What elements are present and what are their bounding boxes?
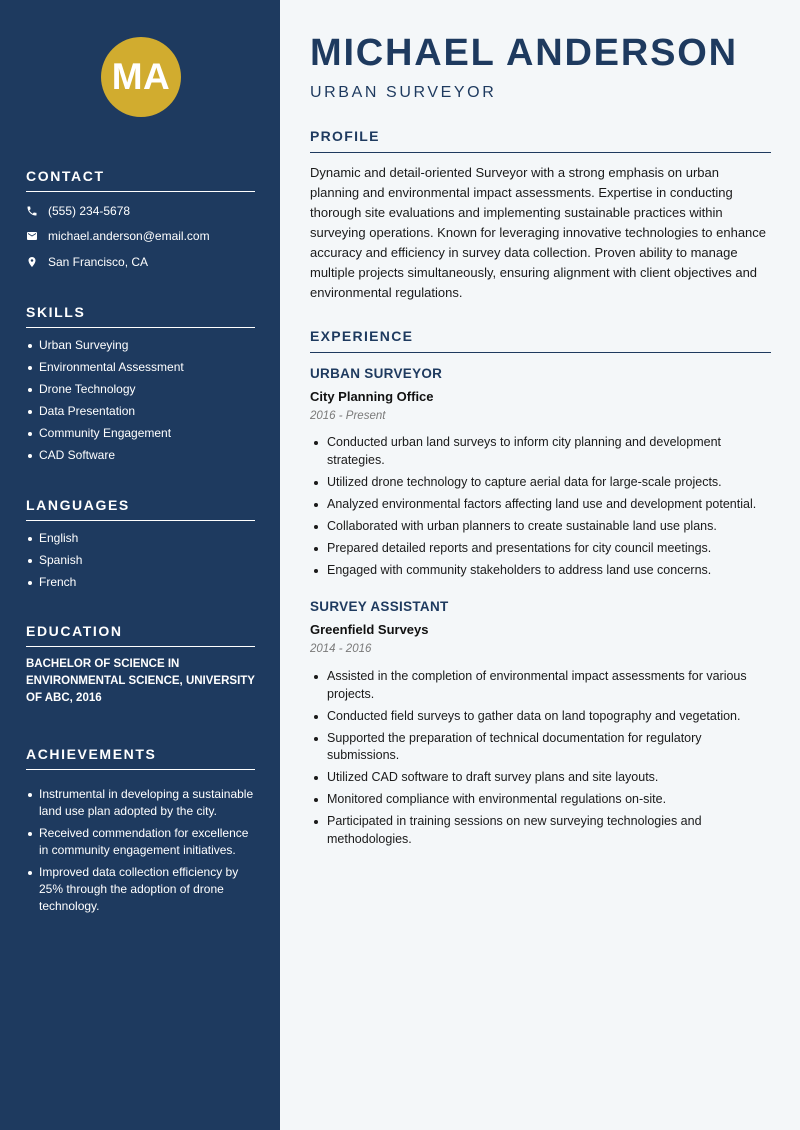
list-item: Conducted field surveys to gather data on land topography and vegetation.	[310, 708, 771, 726]
profile-text: Dynamic and detail-oriented Surveyor with a strong emphasis on urban planning and environmental impact assessments. Expertise in conducting thorough site evaluations and implementing sustainable practices within surveying operations. Known for leveraging innovative technologies to enhance accuracy and efficiency in survey data collection. Proven ability to manage multiple projects simultaneously, ensuring alignment with client objectives and environmental regulations.	[310, 165, 767, 300]
list-item: Data Presentation	[26, 403, 255, 420]
languages-list	[26, 530, 255, 591]
contact-location	[26, 249, 255, 275]
location-text: San Francisco, CA	[48, 254, 149, 269]
phone-text: (555) 234-5678	[48, 203, 131, 218]
list-item: Prepared detailed reports and presentations for city council meetings.	[310, 540, 771, 558]
list-item: CAD Software	[26, 447, 255, 464]
experience-heading: EXPERIENCE	[310, 328, 771, 353]
job-dates: 2014 - 2016	[310, 643, 372, 655]
contact-heading: CONTACT	[26, 168, 255, 192]
list-item: Supported the preparation of technical documentation for regulatory submissions.	[310, 730, 771, 765]
job-title: URBAN SURVEYOR	[310, 366, 443, 381]
contact-phone	[26, 198, 255, 224]
job-bullets	[310, 668, 771, 853]
email-text: michael.anderson@email.com	[48, 229, 210, 244]
list-item: Engaged with community stakeholders to address land use concerns.	[310, 562, 771, 580]
list-item: Community Engagement	[26, 425, 255, 442]
list-item: Assisted in the completion of environmental impact assessments for various projects.	[310, 668, 771, 703]
job-company: City Planning Office	[310, 389, 434, 404]
list-item: Collaborated with urban planners to create sustainable land use plans.	[310, 518, 771, 536]
sidebar	[0, 0, 280, 1130]
achievements-heading: ACHIEVEMENTS	[26, 746, 255, 770]
list-item: Utilized drone technology to capture aerial data for large-scale projects.	[310, 474, 771, 492]
person-title: URBAN SURVEYOR	[310, 84, 497, 101]
achievements-list	[26, 786, 255, 915]
list-item: Spanish	[26, 552, 255, 569]
list-item: Conducted urban land surveys to inform city planning and development strategies.	[310, 434, 771, 469]
list-item: French	[26, 574, 255, 591]
avatar	[101, 37, 181, 117]
languages-heading: LANGUAGES	[26, 497, 255, 521]
languages-section	[26, 497, 255, 596]
list-item: Improved data collection efficiency by 25% through the adoption of drone technology.	[26, 864, 255, 915]
job-company: Greenfield Surveys	[310, 622, 429, 637]
list-item: Analyzed environmental factors affecting land use and development potential.	[310, 496, 771, 514]
achievements-section	[26, 746, 255, 920]
job-title: SURVEY ASSISTANT	[310, 599, 449, 614]
person-name: MICHAEL ANDERSON	[310, 32, 738, 74]
location-pin-icon	[26, 256, 38, 268]
profile-heading: PROFILE	[310, 128, 771, 153]
list-item: Drone Technology	[26, 381, 255, 398]
education-section	[26, 623, 255, 707]
job-dates: 2016 - Present	[310, 410, 386, 422]
contact-section	[26, 168, 255, 275]
list-item: Environmental Assessment	[26, 359, 255, 376]
skills-section	[26, 304, 255, 469]
skills-heading: SKILLS	[26, 304, 255, 328]
list-item: Urban Surveying	[26, 337, 255, 354]
education-heading: EDUCATION	[26, 623, 255, 647]
list-item: Received commendation for excellence in community engagement initiatives.	[26, 825, 255, 859]
job-bullets	[310, 434, 771, 584]
avatar-initials: MA	[111, 56, 171, 97]
list-item: Participated in training sessions on new surveying technologies and methodologies.	[310, 813, 771, 848]
phone-icon	[26, 205, 38, 217]
email-icon	[26, 230, 38, 242]
list-item: Monitored compliance with environmental regulations on-site.	[310, 791, 771, 809]
list-item: Utilized CAD software to draft survey plans and site layouts.	[310, 769, 771, 787]
list-item: English	[26, 530, 255, 547]
contact-email	[26, 224, 255, 250]
education-degree: BACHELOR OF SCIENCE IN ENVIRONMENTAL SCIENCE, UNIVERSITY OF ABC, 2016	[26, 658, 255, 704]
list-item: Instrumental in developing a sustainable land use plan adopted by the city.	[26, 786, 255, 820]
skills-list	[26, 337, 255, 464]
